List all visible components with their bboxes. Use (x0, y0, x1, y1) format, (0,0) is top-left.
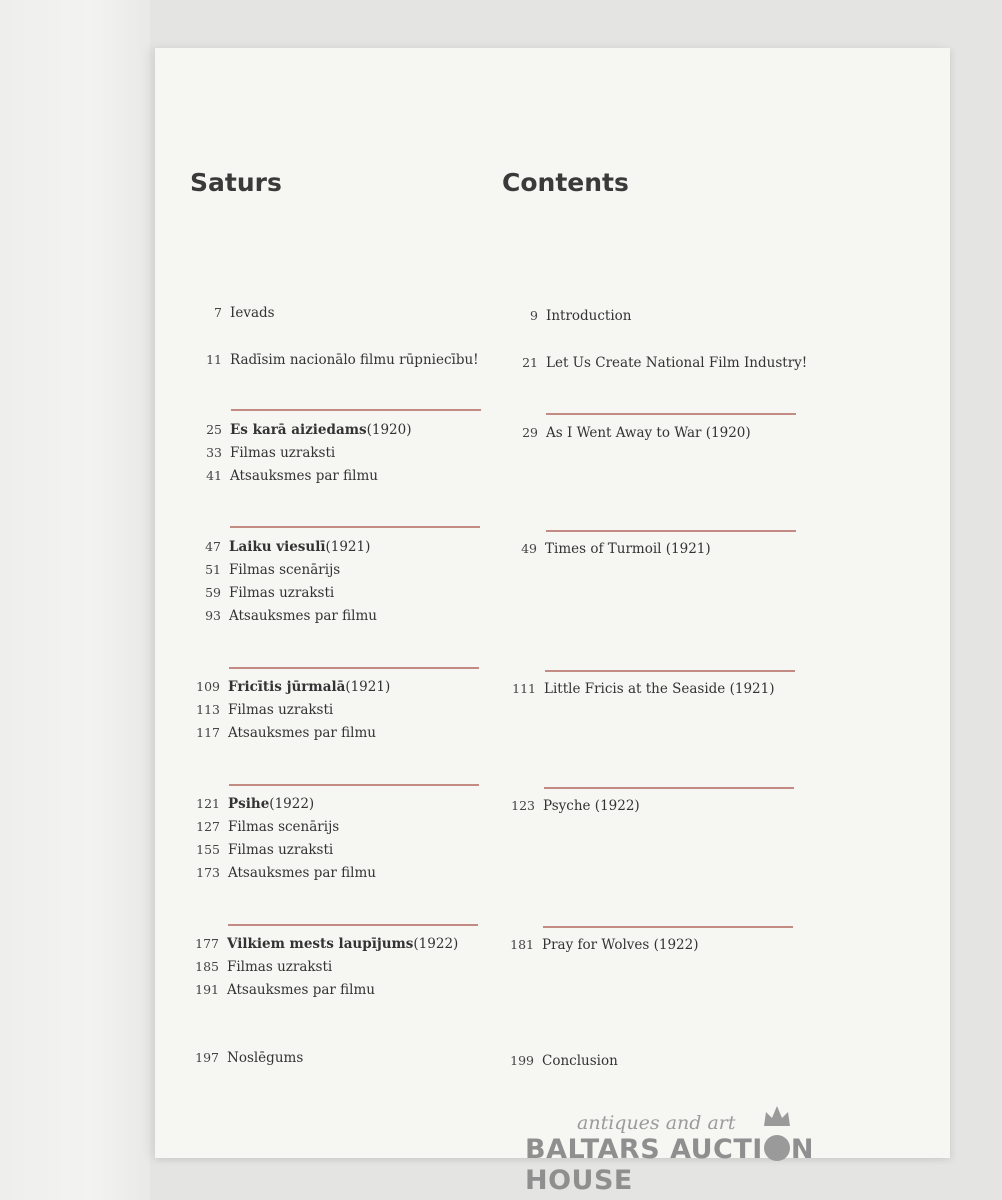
entry-title: Filmas uzraksti (229, 585, 335, 601)
section-divider (231, 409, 481, 411)
toc-entry[interactable] (186, 865, 376, 881)
watermark-o-circle (764, 1135, 790, 1161)
heading-en: Contents (502, 168, 629, 197)
page-number: 121 (196, 796, 220, 811)
toc-entry-en[interactable] (503, 541, 711, 557)
entry-year: (1922) (413, 936, 459, 952)
entry-title: Psihe (228, 796, 270, 812)
entry-title: Atsauksmes par filmu (228, 725, 376, 741)
entry-title: Filmas scenārijs (228, 819, 340, 835)
page-number: 29 (522, 425, 538, 440)
entry-title: Let Us Create National Film Industry! (546, 355, 808, 371)
section-divider (546, 530, 796, 532)
entry-title: Ievads (230, 305, 275, 321)
entry-title: Filmas scenārijs (229, 562, 341, 578)
entry-title: Radīsim nacionālo filmu rūpniecību! (230, 352, 479, 368)
toc-entry-en[interactable] (500, 937, 699, 953)
entry-title: Filmas uzraksti (230, 445, 336, 461)
entry-title: Psyche (1922) (543, 798, 640, 814)
page-number: 47 (205, 539, 221, 554)
page-number: 111 (512, 681, 536, 696)
page-number: 109 (196, 679, 220, 694)
watermark-brand (525, 1134, 925, 1196)
toc-entry[interactable] (186, 842, 333, 858)
toc-entry-en[interactable] (500, 1053, 618, 1069)
toc-entry[interactable] (188, 352, 479, 368)
toc-entry-en[interactable] (502, 681, 774, 697)
section-divider (229, 784, 479, 786)
page-number: 177 (195, 936, 219, 951)
entry-title: Vilkiem mests laupījums (227, 936, 414, 952)
entry-title: Filmas uzraksti (228, 702, 334, 718)
watermark-brand-part2: N HOUSE (525, 1134, 814, 1196)
entry-year: (1921) (345, 679, 391, 695)
page-number: 123 (511, 798, 535, 813)
toc-entry[interactable] (187, 562, 340, 578)
page-number: 185 (195, 959, 219, 974)
section-divider (545, 670, 795, 672)
toc-entry[interactable] (185, 959, 332, 975)
section-divider (546, 413, 796, 415)
section-divider (229, 667, 479, 669)
auction-house-watermark (525, 1112, 925, 1196)
entry-title: As I Went Away to War (1920) (546, 425, 751, 441)
entry-title: Pray for Wolves (1922) (542, 937, 699, 953)
crown-icon (762, 1104, 792, 1128)
page-number: 7 (214, 305, 222, 320)
toc-entry[interactable] (185, 1050, 303, 1066)
page-number: 51 (205, 562, 221, 577)
section-divider (230, 526, 480, 528)
toc-entry[interactable] (188, 468, 378, 484)
entry-title: Times of Turmoil (1921) (545, 541, 711, 557)
page-number: 197 (195, 1050, 219, 1065)
watermark-brand-part1: BALTARS AUCTI (525, 1134, 763, 1165)
entry-title: Filmas uzraksti (227, 959, 333, 975)
page-number: 113 (196, 702, 220, 717)
entry-title: Fricītis jūrmalā (228, 679, 346, 695)
page-number: 173 (196, 865, 220, 880)
toc-entry-en[interactable] (504, 308, 632, 324)
page-number: 117 (196, 725, 220, 740)
toc-entry[interactable] (186, 702, 333, 718)
page-number: 49 (521, 541, 537, 556)
toc-entry[interactable] (186, 679, 390, 695)
toc-entry[interactable] (188, 445, 335, 461)
entry-title: Es karā aiziedams (230, 422, 367, 438)
page-number: 11 (206, 352, 222, 367)
toc-entry[interactable] (188, 422, 411, 438)
page-number: 33 (206, 445, 222, 460)
toc-entry[interactable] (187, 585, 334, 601)
toc-entry-en[interactable] (504, 425, 751, 441)
entry-title: Atsauksmes par filmu (230, 468, 378, 484)
entry-title: Little Fricis at the Seaside (1921) (544, 681, 775, 697)
entry-year: (1920) (366, 422, 412, 438)
page-number: 59 (205, 585, 221, 600)
toc-entry[interactable] (186, 819, 339, 835)
entry-title: Introduction (546, 308, 632, 324)
page-number: 41 (206, 468, 222, 483)
toc-entry-en[interactable] (504, 355, 807, 371)
section-divider (544, 787, 794, 789)
entry-title: Filmas uzraksti (228, 842, 334, 858)
entry-year: (1922) (269, 796, 315, 812)
section-divider (228, 924, 478, 926)
page-number: 9 (530, 308, 538, 323)
entry-title: Atsauksmes par filmu (229, 608, 377, 624)
entry-year: (1921) (325, 539, 371, 555)
entry-title: Laiku viesulī (229, 539, 326, 555)
page-number: 191 (195, 982, 219, 997)
toc-entry[interactable] (187, 608, 377, 624)
page-number: 127 (196, 819, 220, 834)
page-number: 155 (196, 842, 220, 857)
page-number: 25 (206, 422, 222, 437)
entry-title: Atsauksmes par filmu (228, 865, 376, 881)
toc-entry[interactable] (186, 725, 376, 741)
toc-entry[interactable] (188, 305, 275, 321)
page-number: 181 (510, 937, 534, 952)
toc-entry-en[interactable] (501, 798, 640, 814)
left-page (0, 0, 150, 1200)
toc-entry[interactable] (185, 982, 375, 998)
section-divider (543, 926, 793, 928)
entry-title: Noslēgums (227, 1050, 304, 1066)
heading-lv: Saturs (190, 168, 282, 197)
entry-title: Atsauksmes par filmu (227, 982, 375, 998)
toc-entry[interactable] (187, 539, 370, 555)
page-number: 21 (522, 355, 538, 370)
page-number: 93 (205, 608, 221, 623)
watermark-tagline: antiques and art (577, 1112, 736, 1134)
toc-entry[interactable] (186, 796, 314, 812)
page-number: 199 (510, 1053, 534, 1068)
entry-title: Conclusion (542, 1053, 618, 1069)
toc-entry[interactable] (185, 936, 458, 952)
